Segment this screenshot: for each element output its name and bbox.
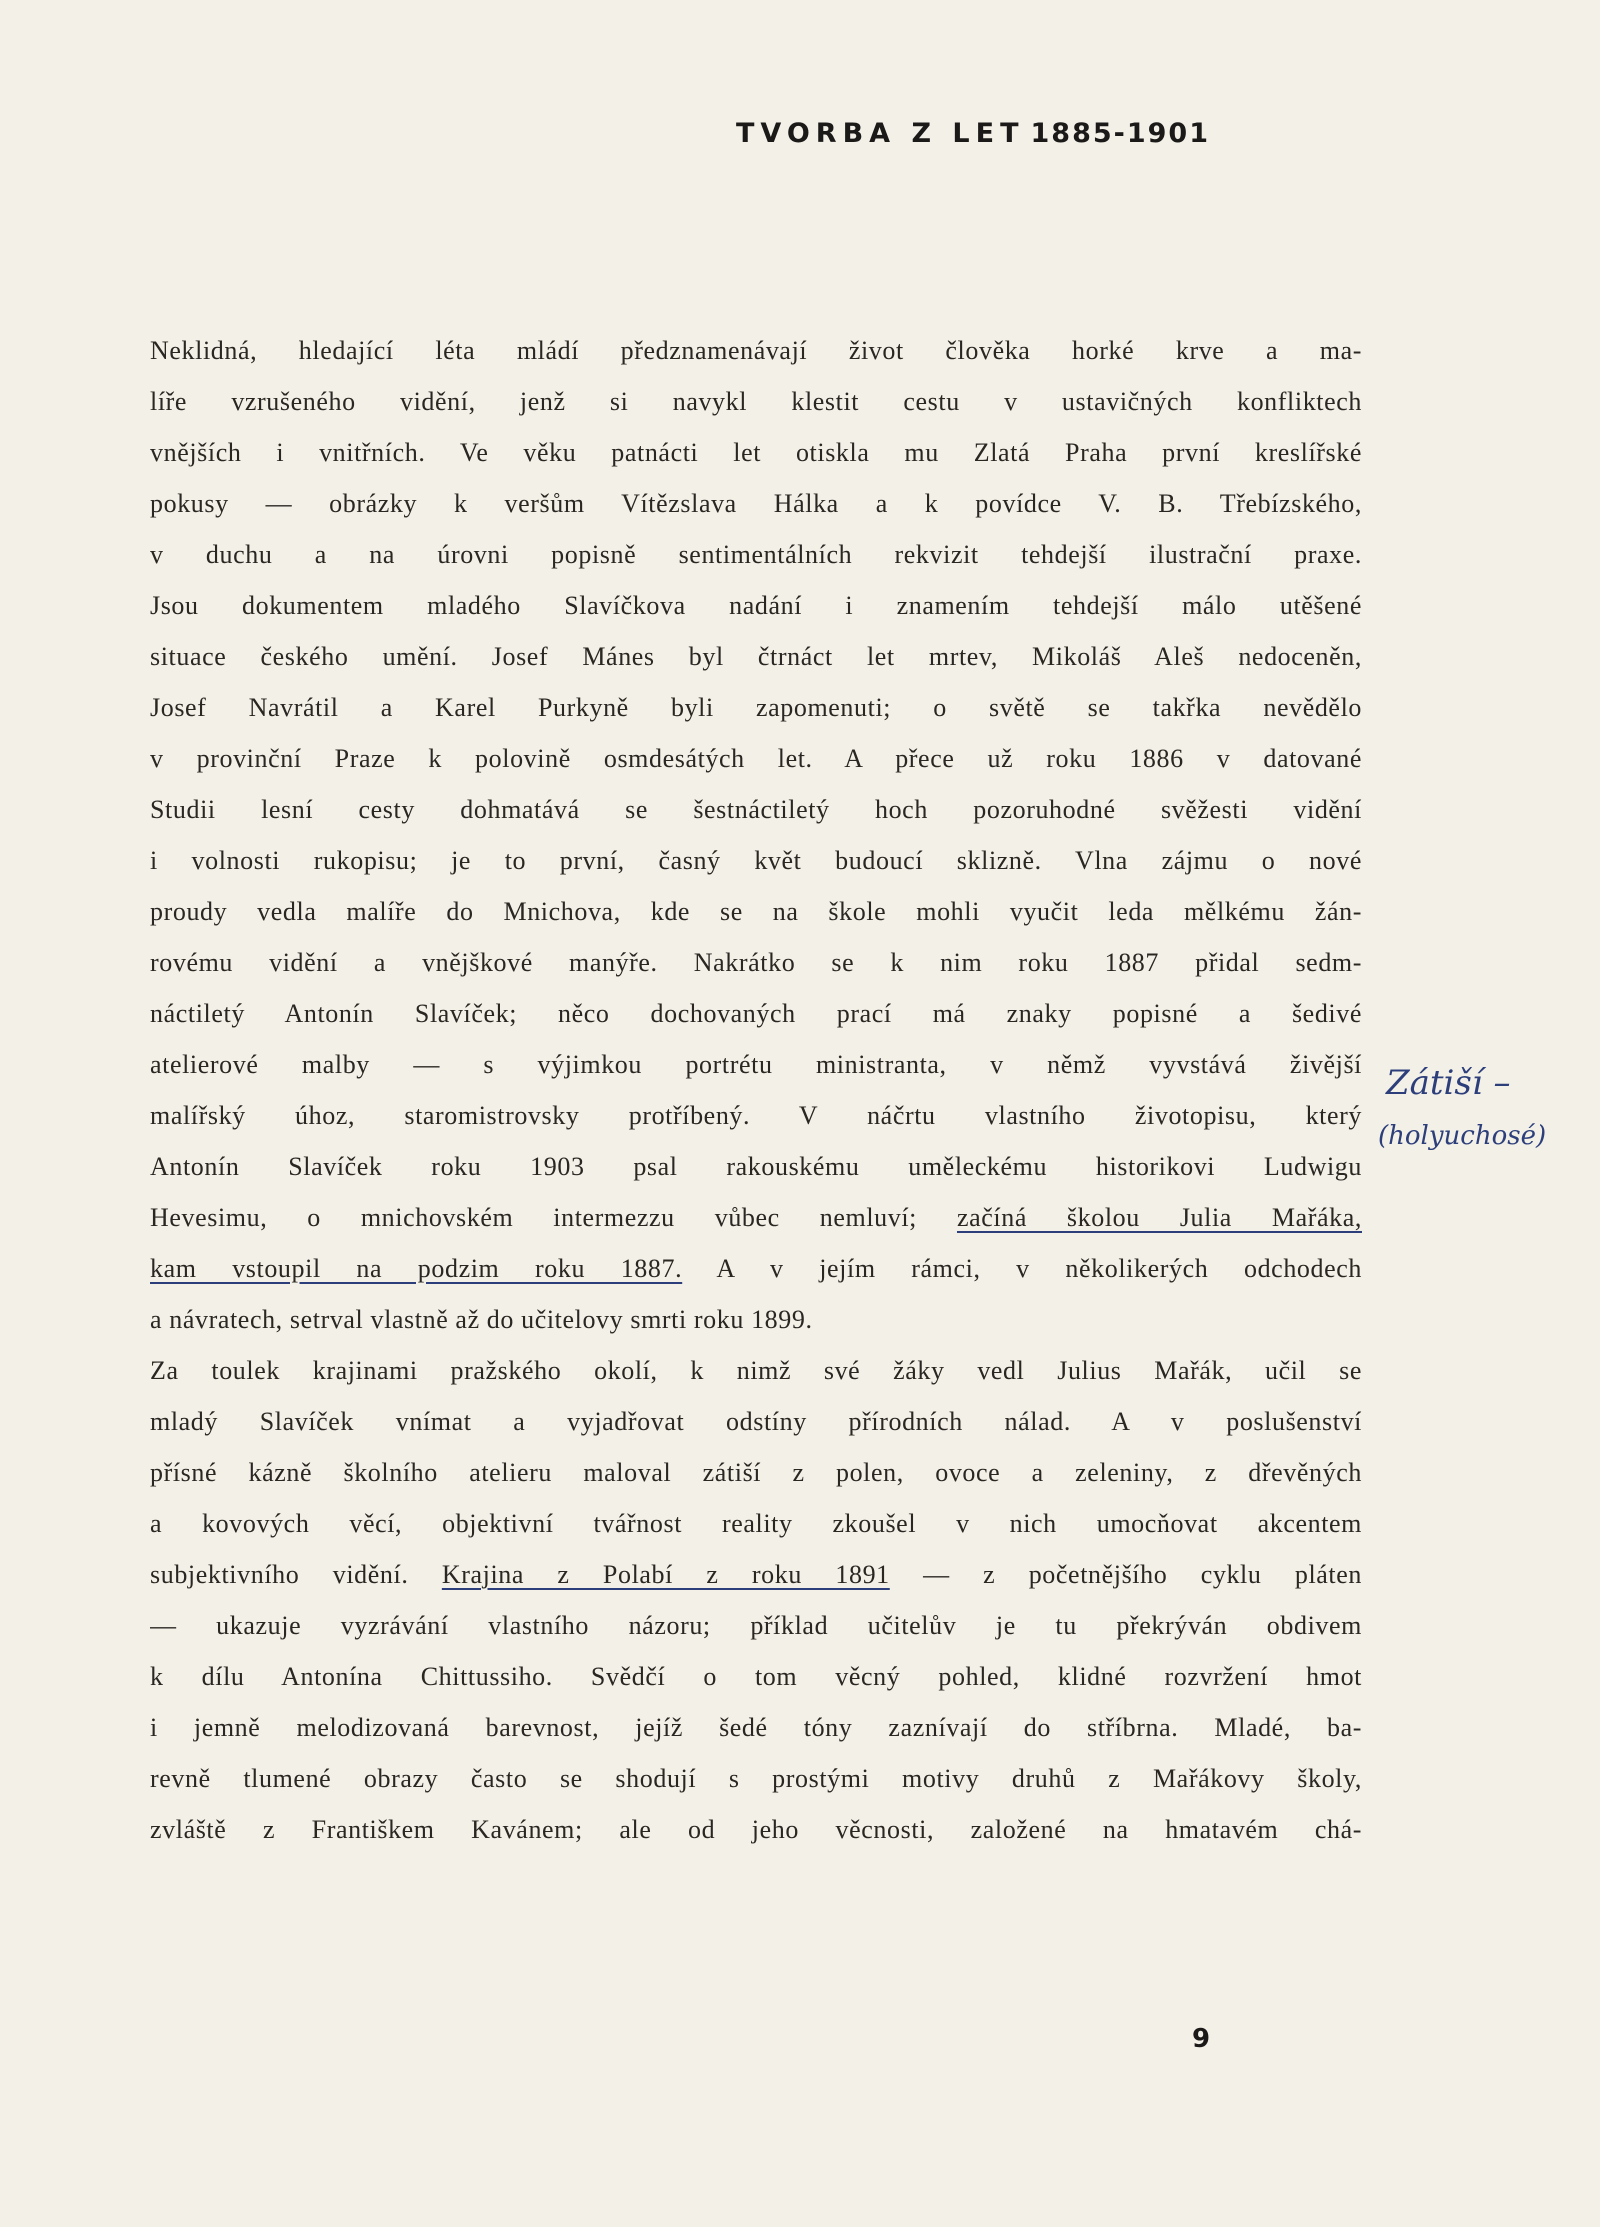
margin-note-line-1: Zátiší – bbox=[1386, 1063, 1511, 1103]
body-line: Za toulek krajinami pražského okolí, k nimž své žáky vedl Julius Mařák, učil se bbox=[150, 1356, 1362, 1385]
body-line bbox=[150, 1549, 1362, 1600]
body-line: a kovových věcí, objektivní tvářnost reality zkoušel v nich umocňovat akcentem bbox=[150, 1509, 1362, 1538]
body-line: Jsou dokumentem mladého Slavíčkova nadání i znamením tehdejší málo utěšené bbox=[150, 591, 1362, 620]
body-line: líře vzrušeného vidění, jenž si navykl klestit cestu v ustavičných konfliktech bbox=[150, 387, 1362, 416]
body-line: — ukazuje vyzrávání vlastního názoru; příklad učitelův je tu překrýván obdivem bbox=[150, 1611, 1362, 1640]
body-line: i jemně melodizovaná barevnost, jejíž šedé tóny zaznívají do stříbrna. Mladé, ba- bbox=[150, 1713, 1362, 1742]
body-line: zvláště z Františkem Kavánem; ale od jeho věcnosti, založené na hmatavém chá- bbox=[150, 1815, 1362, 1844]
margin-note-drawing bbox=[1378, 1052, 1600, 1192]
body-line-text: subjektivního vidění. bbox=[150, 1560, 442, 1589]
paragraph-2 bbox=[150, 1345, 1362, 1549]
body-line bbox=[150, 1192, 1362, 1243]
body-line: situace českého umění. Josef Mánes byl čtrnáct let mrtev, Mikoláš Aleš nedoceněn, bbox=[150, 642, 1362, 671]
running-head bbox=[0, 118, 1210, 149]
body-line: Studii lesní cesty dohmatává se šestnáctiletý hoch pozoruhodné svěžesti vidění bbox=[150, 795, 1362, 824]
body-line: mladý Slavíček vnímat a vyjadřovat odstíny přírodních nálad. A v poslušenství bbox=[150, 1407, 1362, 1436]
body-line: i volnosti rukopisu; je to první, časný květ budoucí sklizně. Vlna zájmu o nové bbox=[150, 846, 1362, 875]
handwritten-margin-note bbox=[1378, 1052, 1600, 1192]
body-line-text: Hevesimu, o mnichovském intermezzu vůbec nemluví; bbox=[150, 1203, 957, 1232]
body-line-text: — z početnějšího cyklu pláten bbox=[889, 1560, 1362, 1589]
body-line: rovému vidění a vnějškové manýře. Nakrátko se k nim roku 1887 přidal sedm- bbox=[150, 948, 1362, 977]
paragraph-1 bbox=[150, 325, 1362, 1192]
body-line: vnějších i vnitřních. Ve věku patnácti let otiskla mu Zlatá Praha první kreslířské bbox=[150, 438, 1362, 467]
body-line: Antonín Slavíček roku 1903 psal rakouskému uměleckému historikovi Ludwigu bbox=[150, 1152, 1362, 1181]
body-line: v duchu a na úrovni popisně sentimentálních rekvizit tehdejší ilustrační praxe. bbox=[150, 540, 1362, 569]
body-line: přísné kázně školního atelieru maloval zátiší z polen, ovoce a zeleniny, z dřevěných bbox=[150, 1458, 1362, 1487]
running-head-years: 1885-1901 bbox=[1030, 118, 1210, 149]
page-number: 9 bbox=[1191, 2024, 1211, 2054]
body-line: atelierové malby — s výjimkou portrétu ministranta, v němž vyvstává živější bbox=[150, 1050, 1362, 1079]
underlined-phrase: začíná školou Julia Mařáka, bbox=[956, 1203, 1362, 1232]
underlined-phrase: Krajina z Polabí z roku 1891 bbox=[441, 1560, 890, 1589]
body-line: malířský úhoz, staromistrovsky protříbený. V náčrtu vlastního životopisu, který bbox=[150, 1101, 1362, 1130]
body-line: v provinční Praze k polovině osmdesátých let. A přece už roku 1886 v datované bbox=[150, 744, 1362, 773]
body-line: Josef Navrátil a Karel Purkyně byli zapomenuti; o světě se takřka nevědělo bbox=[150, 693, 1362, 722]
body-line: Neklidná, hledající léta mládí předznamenávají život člověka horké krve a ma- bbox=[150, 336, 1362, 365]
body-text bbox=[150, 325, 1362, 1855]
body-line: k dílu Antonína Chittussiho. Svědčí o tom věcný pohled, klidné rozvržení hmot bbox=[150, 1662, 1362, 1691]
margin-note-line-2: (holyuchosé) bbox=[1378, 1121, 1547, 1151]
body-line-text: A v jejím rámci, v několikerých odchodech bbox=[682, 1254, 1362, 1283]
paragraph-2-continued bbox=[150, 1600, 1362, 1855]
body-line: náctiletý Antonín Slavíček; něco dochovaných prací má znaky popisné a šedivé bbox=[150, 999, 1362, 1028]
body-line bbox=[150, 1243, 1362, 1294]
running-head-title: TVORBA Z LET bbox=[735, 118, 1025, 149]
underlined-phrase: kam vstoupil na podzim roku 1887. bbox=[150, 1254, 683, 1283]
body-line: revně tlumené obrazy často se shodují s prostými motivy druhů z Mařákovy školy, bbox=[150, 1764, 1362, 1793]
body-line: proudy vedla malíře do Mnichova, kde se na škole mohli vyučit leda mělkému žán- bbox=[150, 897, 1362, 926]
body-line: a návratech, setrval vlastně až do učitelovy smrti roku 1899. bbox=[150, 1305, 813, 1334]
body-line: pokusy — obrázky k veršům Vítězslava Hálka a k povídce V. B. Třebízského, bbox=[150, 489, 1362, 518]
